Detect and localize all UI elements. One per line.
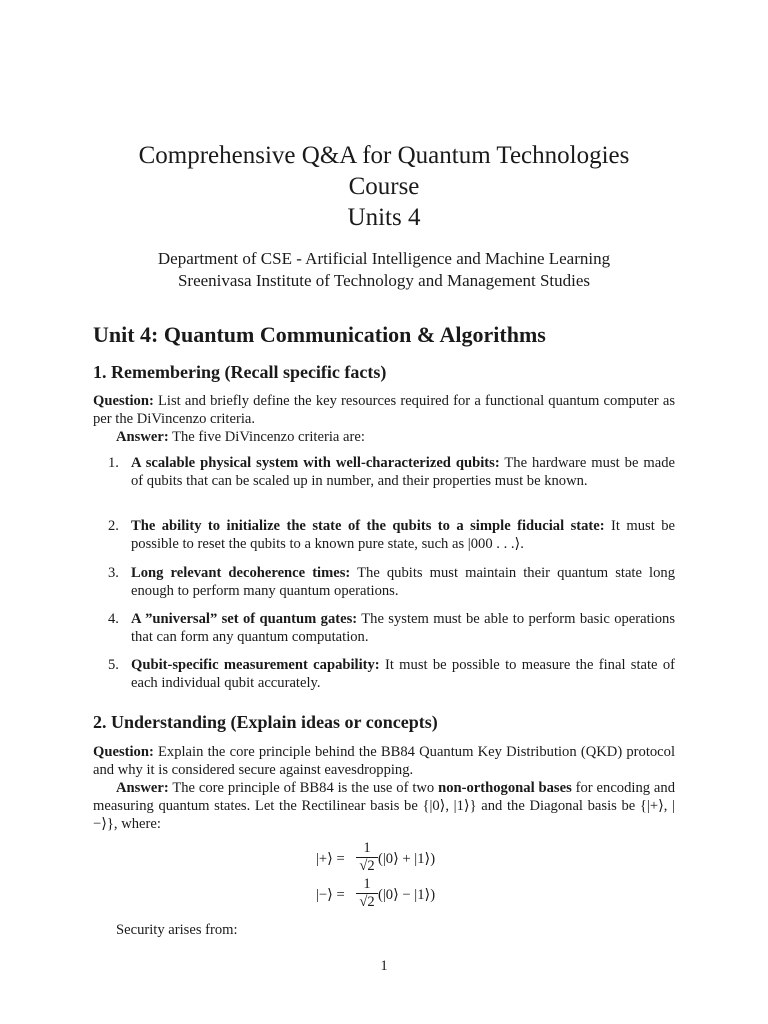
security-intro: Security arises from: xyxy=(116,922,238,938)
list-item-body xyxy=(131,454,675,490)
equation-rhs: (|0⟩ + |1⟩) xyxy=(378,851,436,867)
list-item-lead: The ability to initialize the state of the qubits to a simple fiducial state: xyxy=(131,518,605,534)
equation-plus-state xyxy=(316,840,516,880)
equation-rhs: (|0⟩ − |1⟩) xyxy=(378,887,436,903)
list-item-body xyxy=(131,517,675,553)
list-number: 5. xyxy=(108,657,119,673)
equation-minus-state xyxy=(316,876,516,916)
section-1-question xyxy=(93,392,675,428)
equation-lhs: |+⟩ = xyxy=(316,851,345,867)
equation-lhs: |−⟩ = xyxy=(316,887,345,903)
fraction xyxy=(356,876,378,911)
list-item-lead: A scalable physical system with well-characterized qubits: xyxy=(131,455,500,471)
list-item-text: The hardware must be made of qubits that can be scaled up in number, and their properties must be known. xyxy=(131,455,675,489)
section-2-heading: 2. Understanding (Explain ideas or concepts) xyxy=(93,712,438,732)
list-item-body xyxy=(131,564,675,600)
question-label: Question: xyxy=(93,393,154,409)
question-text: Explain the core principle behind the BB84 Quantum Key Distribution (QKD) protocol and why it is considered secure against eavesdropping. xyxy=(93,744,675,778)
list-number: 1. xyxy=(108,455,119,471)
title-line-1: Comprehensive Q&A for Quantum Technologies xyxy=(138,142,630,169)
list-item-text: It must be possible to reset the qubits to a known pure state, such as |000 . . .⟩. xyxy=(131,518,675,552)
list-number: 4. xyxy=(108,611,119,627)
institute-name: Sreenivasa Institute of Technology and Management Studies xyxy=(177,271,591,290)
fraction-denominator: √2 xyxy=(359,894,375,910)
fraction xyxy=(356,840,378,875)
list-item-lead: A ”universal” set of quantum gates: xyxy=(131,611,358,627)
section-2-question xyxy=(93,743,675,779)
document-title xyxy=(93,140,675,233)
page-number: 1 xyxy=(380,958,388,974)
list-item-text: The qubits must maintain their quantum state long enough to perform many quantum operations. xyxy=(131,565,675,599)
list-item-text: It must be possible to measure the final state of each individual qubit accurately. xyxy=(131,657,675,691)
section-1-answer xyxy=(93,428,675,446)
section-2-answer xyxy=(93,779,675,833)
answer-text-after: for encoding and measuring quantum states. Let the Rectilinear basis be {|0⟩, |1⟩} and the Diagonal basis be {|+⟩, |−⟩}, where: xyxy=(93,780,675,832)
fraction-numerator: 1 xyxy=(363,876,371,892)
unit-heading: Unit 4: Quantum Communication & Algorithms xyxy=(93,322,546,347)
question-text: List and briefly define the key resources required for a functional quantum computer as per the DiVincenzo criteria. xyxy=(93,393,675,427)
list-item-lead: Qubit-specific measurement capability: xyxy=(131,657,380,673)
fraction-numerator: 1 xyxy=(363,840,371,856)
list-item-body xyxy=(131,610,675,646)
title-line-3: Units 4 xyxy=(347,204,421,231)
fraction-denominator: √2 xyxy=(359,858,375,874)
list-item-text: The system must be able to perform basic operations that can form any quantum computation. xyxy=(131,611,675,645)
question-label: Question: xyxy=(93,744,154,760)
title-line-2: Course xyxy=(348,173,420,200)
answer-text: The five DiVincenzo criteria are: xyxy=(168,429,365,445)
section-1-heading: 1. Remembering (Recall specific facts) xyxy=(93,362,387,382)
answer-text-before: The core principle of BB84 is the use of two xyxy=(168,780,439,796)
list-number: 3. xyxy=(108,565,119,581)
answer-bold-term: non-orthogonal bases xyxy=(438,780,572,796)
department-name: Department of CSE - Artificial Intelligence and Machine Learning xyxy=(157,249,611,268)
affiliation xyxy=(93,248,675,292)
list-number: 2. xyxy=(108,518,119,534)
answer-label: Answer: xyxy=(116,780,169,796)
list-item-lead: Long relevant decoherence times: xyxy=(131,565,351,581)
list-item-body xyxy=(131,656,675,692)
answer-label: Answer: xyxy=(116,429,169,445)
